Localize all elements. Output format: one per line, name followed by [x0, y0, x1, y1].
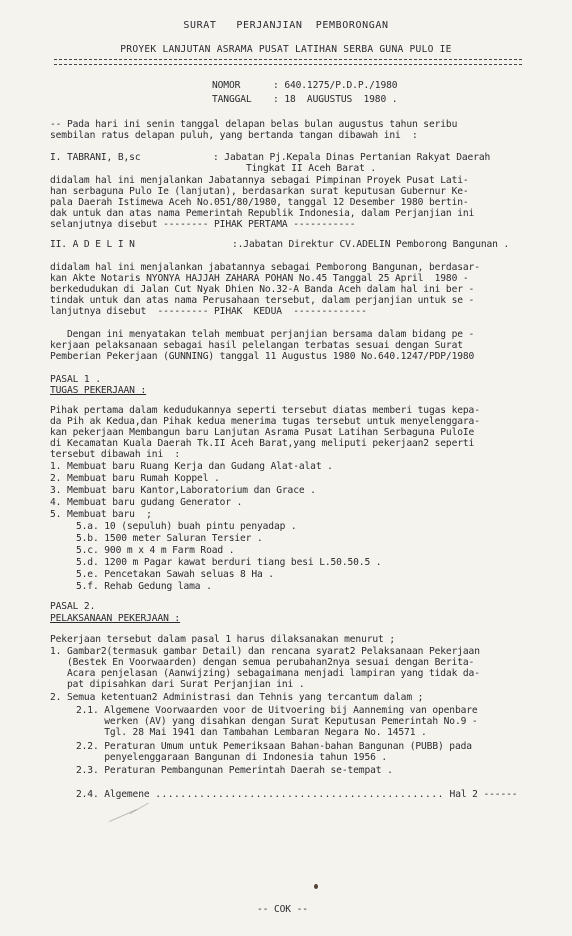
- pasal2-item2: 2. Semua ketentuan2 Administrasi dan Tehnis yang tercantum dalam ;: [50, 692, 424, 703]
- work-subitem: 5.f. Rehab Gedung lama .: [76, 581, 212, 592]
- pasal2-number: PASAL 2.: [50, 601, 96, 612]
- work-subitem: 5.b. 1500 meter Saluran Tersier .: [76, 533, 263, 544]
- agreement-line: Dengan ini menyatakan telah membuat perjanjian bersama dalam bidang pe -: [50, 329, 475, 340]
- pasal2-sub23: 2.3. Peraturan Pembangunan Pemerintah Daerah se-tempat .: [76, 765, 393, 776]
- pasal2-sub21-line: werken (AV) yang disahkan dengan Surat Keputusan Pemerintah No.9 -: [76, 716, 478, 727]
- party1-role: Tingkat II Aceh Barat .: [246, 163, 377, 174]
- document-title: SURAT PERJANJIAN PEMBORONGAN: [183, 20, 389, 31]
- party1-body-line: han serbaguna Pulo Ie (lanjutan), berdasarkan surat keputusan Gubernur Ke-: [50, 186, 469, 197]
- next-page-marker: Hal 2 ------: [449, 789, 518, 800]
- party2-body-line: lanjutnya disebut --------- PIHAK KEDUA -------------: [50, 306, 367, 317]
- agreement-line: Pemberian Pekerjaan (GUNNING) tanggal 11 Augustus 1980 No.640.1247/PDP/1980: [50, 351, 475, 362]
- pasal2-sub22-line: 2.2. Peraturan Umum untuk Pemeriksaan Bahan-bahan Bangunan (PUBB) pada: [76, 741, 472, 752]
- pasal2-sub21-line: 2.1. Algemene Voorwaarden voor de Uitvoering bij Aanneming van openbare: [76, 705, 478, 716]
- party2-body-line: kan Akte Notaris NYONYA HAJJAH ZAHARA POHAN No.45 Tanggal 25 April 1980 -: [50, 273, 469, 284]
- party1-name: I. TABRANI, B,sc: [50, 152, 141, 163]
- sub24-label: 2.4. Algemene: [76, 789, 150, 800]
- work-item: 4. Membuat baru gudang Generator .: [50, 497, 243, 508]
- nomor-value: : 640.1275/P.D.P./1980: [273, 80, 398, 91]
- nomor-label: NOMOR: [212, 80, 241, 91]
- pasal1-number: PASAL 1 .: [50, 374, 101, 385]
- pasal2-item1-line: 1. Gambar2(termasuk gambar Detail) dan rencana syarat2 Pelaksanaan Pekerjaan: [50, 646, 480, 657]
- party2-body-line: berkedudukan di Jalan Cut Nyak Dhien No.32-A Banda Aceh dalam hal ini ber -: [50, 284, 475, 295]
- pasal2-item1-line: pat dipisahkan dari Surat Perjanjian ini .: [50, 679, 305, 690]
- pasal1-body-line: Pihak pertama dalam kedudukannya seperti tersebut diatas memberi tugas kepa-: [50, 405, 480, 416]
- work-item: 5. Membuat baru ;: [50, 509, 152, 520]
- ink-dot: [314, 884, 318, 889]
- pasal2-item1-line: (Bestek En Voorwaarden) dengan semua perubahan2nya sesuai dengan Berita-: [50, 657, 475, 668]
- party1-body-line: dak untuk dan atas nama Pemerintah Republik Indonesia, dalam Perjanjian ini: [50, 208, 475, 219]
- pen-stroke: [129, 803, 149, 815]
- pasal2-sub21-line: Tgl. 28 Mai 1941 dan Tambahan Lembaran Negara No. 14571 .: [76, 727, 427, 738]
- pasal1-body-line: da Pih ak Kedua,dan Pihak kedua menerima tugas tersebut untuk menyelenggara-: [50, 416, 480, 427]
- work-item: 3. Membuat baru Kantor,Laboratorium dan Grace .: [50, 485, 316, 496]
- party2-body-line: didalam hal ini menjalankan jabatannya sebagai Pemborong Bangunan, berdasar-: [50, 262, 480, 273]
- party1-role: : Jabatan Pj.Kepala Dinas Pertanian Rakyat Daerah: [213, 152, 491, 163]
- party2-role: :.Jabatan Direktur CV.ADELIN Pemborong Bangunan .: [232, 239, 510, 250]
- party2-name: II. A D E L I N: [50, 239, 135, 250]
- opening-line: sembilan ratus delapan puluh, yang bertanda tangan dibawah ini :: [50, 130, 418, 141]
- tanggal-value: : 18 AUGUSTUS 1980 .: [273, 94, 398, 105]
- footer-mark: -- COK --: [257, 904, 308, 915]
- work-item: 1. Membuat baru Ruang Kerja dan Gudang Alat-alat .: [50, 461, 333, 472]
- party2-body-line: tindak untuk dan atas nama Perusahaan tersebut, dalam perjanjian untuk se -: [50, 295, 475, 306]
- pasal2-heading: PELAKSANAAN PEKERJAAN :: [50, 613, 181, 624]
- pasal1-body-line: tersebut dibawah ini :: [50, 449, 181, 460]
- work-subitem: 5.d. 1200 m Pagar kawat berduri tiang besi L.50.50.5 .: [76, 557, 382, 568]
- party1-body-line: pala Daerah Istimewa Aceh No.051/80/1980, tanggal 12 Desember 1980 bertin-: [50, 197, 469, 208]
- agreement-line: kerjaan pelaksanaan sebagai hasil pelelangan terbatas sesuai dengan Surat: [50, 340, 463, 351]
- project-title: PROYEK LANJUTAN ASRAMA PUSAT LATIHAN SERBA GUNA PULO IE: [120, 44, 452, 55]
- double-rule: [54, 59, 522, 65]
- pasal2-intro: Pekerjaan tersebut dalam pasal 1 harus dilaksanakan menurut ;: [50, 634, 396, 645]
- work-item: 2. Membuat baru Rumah Koppel .: [50, 473, 220, 484]
- pasal2-sub24: [76, 789, 517, 800]
- work-subitem: 5.a. 10 (sepuluh) buah pintu penyadap .: [76, 521, 297, 532]
- work-subitem: 5.e. Pencetakan Sawah seluas 8 Ha .: [76, 569, 274, 580]
- party1-body-line: selanjutnya disebut -------- PIHAK PERTAMA -----------: [50, 219, 356, 230]
- tanggal-label: TANGGAL: [212, 94, 252, 105]
- party1-body-line: didalam hal ini menjalankan Jabatannya sebagai Pimpinan Proyek Pusat Lati-: [50, 175, 469, 186]
- pasal1-body-line: di Kecamatan Kuala Daerah Tk.II Aceh Barat,yang meliputi pekerjaan2 seperti: [50, 438, 475, 449]
- pasal2-item1-line: Acara penjelasan (Aanwijzing) sebagaimana menjadi lampiran yang tidak da-: [50, 668, 480, 679]
- pasal1-heading: TUGAS PEKERJAAN :: [50, 385, 147, 396]
- dot-leader: ..............................................: [155, 789, 444, 800]
- pasal2-sub22-line: penyelenggaraan Bangunan di Indonesia tahun 1956 .: [76, 752, 388, 763]
- work-subitem: 5.c. 900 m x 4 m Farm Road .: [76, 545, 235, 556]
- pasal1-body-line: kan pekerjaan Membangun baru Lanjutan Asrama Pusat Latihan Serbaguna PuloIe: [50, 427, 475, 438]
- opening-line: -- Pada hari ini senin tanggal delapan belas bulan augustus tahun seribu: [50, 119, 458, 130]
